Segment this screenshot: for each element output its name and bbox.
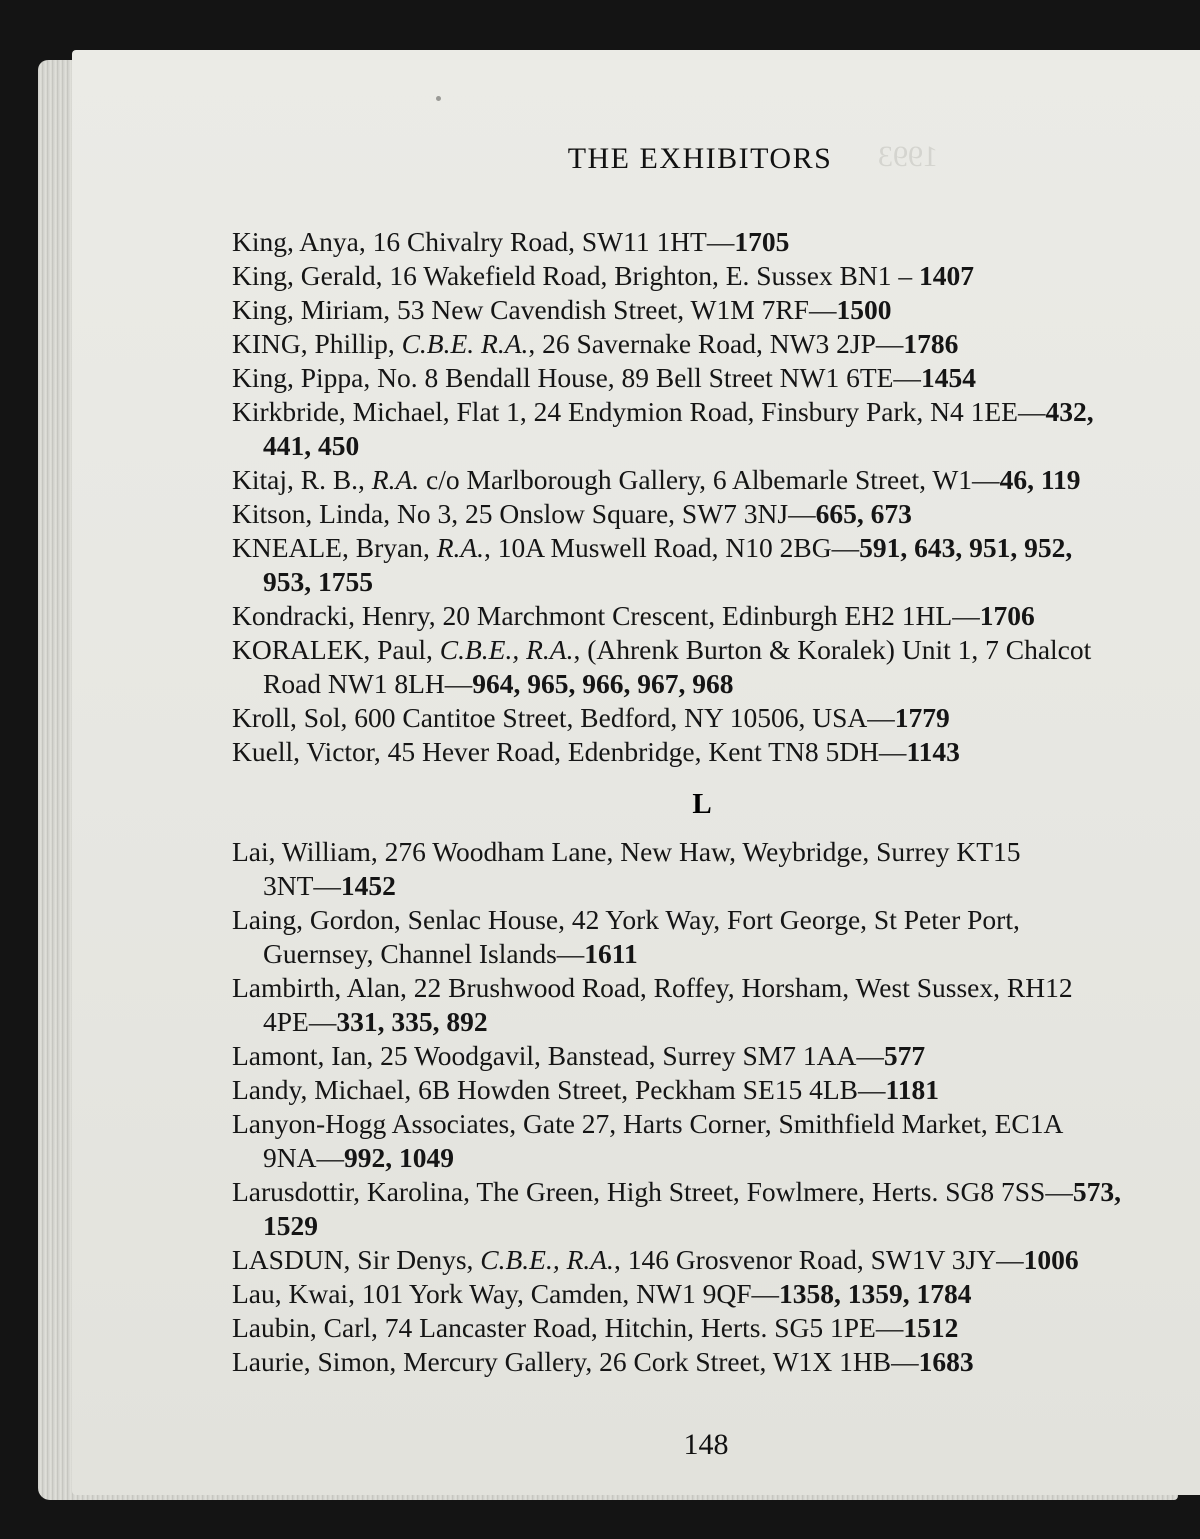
entry-line-continued <box>232 1209 1182 1243</box>
exhibitor-name: Kuell, Victor <box>232 736 374 767</box>
exhibitor-address: , 20 Marchmont Crescent, Edinburgh EH2 1HL— <box>428 600 980 631</box>
exhibitor-entry <box>232 531 1182 599</box>
catalogue-numbers: 1611 <box>584 938 638 969</box>
exhibitor-name: Kitaj, R. B. <box>232 464 359 495</box>
exhibitor-entry <box>232 1311 1182 1345</box>
catalogue-numbers: 1706 <box>979 600 1035 631</box>
exhibitor-entry <box>232 1073 1182 1107</box>
exhibitor-name: Larusdottir, Karolina <box>232 1176 464 1207</box>
catalogue-numbers: 46, 119 <box>999 464 1081 495</box>
exhibitor-name: LASDUN, Sir Denys <box>232 1244 467 1275</box>
entry-line-continued <box>232 869 1182 903</box>
catalogue-numbers: 1454 <box>920 362 976 393</box>
entry-line: KORALEK, Paul, C.B.E., R.A., (Ahrenk Burton & Koralek) Unit 1, 7 Chalcot <box>232 634 1092 665</box>
entry-line <box>232 361 1182 395</box>
catalogue-numbers: 441, 450 <box>263 430 360 461</box>
exhibitor-address: , 22 Brushwood Road, Roffey, Horsham, West Sussex, RH12 <box>400 972 1073 1003</box>
entry-line: KING, Phillip, C.B.E. R.A., 26 Savernake Road, NW3 2JP—1786 <box>232 328 959 359</box>
exhibitor-entry <box>232 1243 1182 1277</box>
entry-line <box>232 835 1182 869</box>
exhibitor-address: , 101 York Way, Camden, NW1 9QF— <box>348 1278 779 1309</box>
catalogue-numbers: 1407 <box>919 260 974 291</box>
exhibitor-entry <box>232 1175 1182 1243</box>
catalogue-numbers: 1500 <box>836 294 892 325</box>
catalogue-numbers: 665, 673 <box>815 498 912 529</box>
entry-line <box>232 1107 1182 1141</box>
catalogue-numbers: 1529 <box>263 1210 318 1241</box>
exhibitor-name: Lambirth, Alan <box>232 972 401 1003</box>
entry-line <box>232 497 1182 531</box>
entry-line <box>232 903 1182 937</box>
exhibitor-name: King, Pippa <box>232 362 364 393</box>
exhibitor-entry <box>232 701 1182 735</box>
entry-line <box>232 1175 1182 1209</box>
exhibitor-entry <box>232 1039 1182 1073</box>
exhibitor-address: , 74 Lancaster Road, Hitchin, Herts. SG5 1PE— <box>371 1312 904 1343</box>
exhibitor-address: , 16 Chivalry Road, SW11 1HT— <box>358 226 735 257</box>
entry-line <box>232 395 1182 429</box>
exhibitor-address: , Gate 27, Harts Corner, Smithfield Market, EC1A <box>509 1108 1064 1139</box>
exhibitor-name: Kondracki, Henry <box>232 600 429 631</box>
entry-line-continued <box>232 1005 1182 1039</box>
entry-line-continued <box>232 1141 1182 1175</box>
exhibitor-address-continued: 3NT— <box>263 870 341 901</box>
exhibitor-honours: R.A. <box>371 464 420 495</box>
exhibitor-address: , 16 Wakefield Road, Brighton, E. Sussex BN1 – <box>375 260 919 291</box>
catalogue-numbers: 1512 <box>903 1312 959 1343</box>
entry-line <box>232 1311 1182 1345</box>
exhibitor-address: , 6B Howden Street, Peckham SE15 4LB— <box>404 1074 886 1105</box>
catalogue-numbers: 573, <box>1072 1176 1121 1207</box>
catalogue-numbers: 1786 <box>903 328 959 359</box>
catalogue-numbers: 1181 <box>885 1074 940 1105</box>
exhibitor-entry <box>232 259 1182 293</box>
exhibitor-name: Kirkbride, Michael <box>232 396 443 427</box>
exhibitor-name: Laubin, Carl <box>232 1312 371 1343</box>
entry-line: KNEALE, Bryan, R.A., 10A Muswell Road, N10 2BG—591, 643, 951, 952, <box>232 532 1073 563</box>
exhibitor-entry <box>232 599 1182 633</box>
entry-line: Kitaj, R. B., R.A. c/o Marlborough Gallery, 6 Albemarle Street, W1—46, 119 <box>232 464 1081 495</box>
exhibitor-address: , 276 Woodham Lane, New Haw, Weybridge, Surrey KT15 <box>370 836 1021 867</box>
catalogue-numbers: 591, 643, 951, 952, <box>859 532 1073 563</box>
entry-line <box>232 701 1182 735</box>
entries-group-l <box>232 835 1182 1379</box>
page-number: 148 <box>683 1428 729 1461</box>
entry-line: LASDUN, Sir Denys, C.B.E., R.A., 146 Grosvenor Road, SW1V 3JY—1006 <box>232 1244 1079 1275</box>
catalogue-numbers: 1006 <box>1023 1244 1079 1275</box>
exhibitor-entry <box>232 835 1182 903</box>
exhibitor-address: , Flat 1, 24 Endymion Road, Finsbury Park, N4 1EE— <box>442 396 1046 427</box>
exhibitor-name: Landy, Michael <box>232 1074 405 1105</box>
exhibitor-address: , 10A Muswell Road, N10 2BG— <box>484 532 860 563</box>
catalogue-numbers: 1452 <box>340 870 396 901</box>
exhibitor-name: KORALEK, Paul <box>232 634 427 665</box>
entry-line-continued <box>232 429 1182 463</box>
exhibitor-address: , The Green, High Street, Fowlmere, Herts. SG8 7SS— <box>463 1176 1073 1207</box>
exhibitor-name: Kroll, Sol <box>232 702 341 733</box>
page-title: THE EXHIBITORS <box>567 142 833 175</box>
catalogue-numbers: 964, 965, 966, 967, 968 <box>472 668 734 699</box>
exhibitor-address-continued: 4PE— <box>263 1006 337 1037</box>
exhibitor-honours: C.B.E., R.A. <box>480 1244 614 1275</box>
entry-line <box>232 735 1182 769</box>
exhibitor-name: Kitson, Linda <box>232 498 384 529</box>
exhibitor-address: , No 3, 25 Onslow Square, SW7 3NJ— <box>383 498 816 529</box>
exhibitor-entry <box>232 225 1182 259</box>
exhibitor-name: Lamont, Ian <box>232 1040 367 1071</box>
exhibitor-name: Lanyon-Hogg Associates <box>232 1108 510 1139</box>
exhibitor-address: , Mercury Gallery, 26 Cork Street, W1X 1HB— <box>389 1346 919 1377</box>
exhibitor-entry <box>232 1277 1182 1311</box>
exhibitor-name: King, Gerald <box>232 260 376 291</box>
paper-speck <box>436 96 441 101</box>
catalogue-numbers: 577 <box>883 1040 926 1071</box>
catalogue-numbers: 432, <box>1045 396 1094 427</box>
exhibitor-entry <box>232 971 1182 1039</box>
exhibitor-entry <box>232 327 1182 361</box>
exhibitor-name: KNEALE, Bryan <box>232 532 423 563</box>
entry-line <box>232 1039 1182 1073</box>
exhibitor-address: , 26 Savernake Road, NW3 2JP— <box>528 328 904 359</box>
bleed-through-text: 1993 <box>878 140 938 173</box>
exhibitor-name: King, Anya <box>232 226 359 257</box>
exhibitor-entry <box>232 463 1182 497</box>
exhibitor-name: Laing, Gordon <box>232 904 394 935</box>
exhibitor-entry <box>232 903 1182 971</box>
exhibitor-address: , (Ahrenk Burton & Koralek) Unit 1, 7 Chalcot <box>573 634 1092 665</box>
catalogue-numbers: 1143 <box>906 736 960 767</box>
exhibitor-entry <box>232 497 1182 531</box>
entry-line-continued <box>232 937 1182 971</box>
exhibitor-entry <box>232 633 1182 701</box>
entry-line <box>232 971 1182 1005</box>
exhibitor-entry <box>232 395 1182 463</box>
exhibitor-entry <box>232 1107 1182 1175</box>
exhibitor-list <box>232 225 1182 1379</box>
exhibitor-honours: C.B.E., R.A. <box>439 634 574 665</box>
exhibitor-address: c/o Marlborough Gallery, 6 Albemarle Street, W1— <box>419 464 1000 495</box>
entry-line-continued <box>232 565 1182 599</box>
entry-line <box>232 259 1182 293</box>
exhibitor-honours: C.B.E. R.A. <box>401 328 529 359</box>
exhibitor-address: , 45 Hever Road, Edenbridge, Kent TN8 5DH— <box>373 736 907 767</box>
exhibitor-address: , 600 Cantitoe Street, Bedford, NY 10506, USA— <box>340 702 895 733</box>
catalogue-numbers: 992, 1049 <box>343 1142 454 1173</box>
catalogue-numbers: 953, 1755 <box>263 566 373 597</box>
exhibitor-name: KING, Phillip <box>232 328 388 359</box>
catalogue-numbers: 1358, 1359, 1784 <box>779 1278 972 1309</box>
exhibitor-name: Laurie, Simon <box>232 1346 390 1377</box>
exhibitor-address-continued: Guernsey, Channel Islands— <box>263 938 585 969</box>
entry-line-continued <box>232 667 1182 701</box>
catalogue-numbers: 1779 <box>894 702 950 733</box>
exhibitor-address: , 25 Woodgavil, Banstead, Surrey SM7 1AA— <box>366 1040 884 1071</box>
exhibitor-entry <box>232 1345 1182 1379</box>
entry-line <box>232 599 1182 633</box>
exhibitor-address: , 146 Grosvenor Road, SW1V 3JY— <box>613 1244 1024 1275</box>
exhibitor-honours: R.A. <box>436 532 485 563</box>
entry-line <box>232 293 1182 327</box>
exhibitor-name: Lau, Kwai <box>232 1278 349 1309</box>
catalogue-numbers: 331, 335, 892 <box>336 1006 488 1037</box>
exhibitor-address: , No. 8 Bendall House, 89 Bell Street NW1 6TE— <box>363 362 921 393</box>
exhibitor-address-continued: Road NW1 8LH— <box>263 668 473 699</box>
exhibitor-address: , 53 New Cavendish Street, W1M 7RF— <box>383 294 837 325</box>
entry-line <box>232 225 1182 259</box>
exhibitor-address: , Senlac House, 42 York Way, Fort George, St Peter Port, <box>393 904 1020 935</box>
exhibitor-entry <box>232 735 1182 769</box>
entries-group-k <box>232 225 1182 769</box>
entry-line <box>232 1073 1182 1107</box>
catalogue-numbers: 1705 <box>734 226 790 257</box>
catalogue-numbers: 1683 <box>918 1346 974 1377</box>
exhibitor-name: Lai, William <box>232 836 371 867</box>
exhibitor-name: King, Miriam <box>232 294 384 325</box>
exhibitor-entry <box>232 361 1182 395</box>
entry-line <box>232 1277 1182 1311</box>
exhibitor-address-continued: 9NA— <box>263 1142 344 1173</box>
exhibitor-entry <box>232 293 1182 327</box>
entry-line <box>232 1345 1182 1379</box>
section-letter-heading: L <box>692 788 712 820</box>
